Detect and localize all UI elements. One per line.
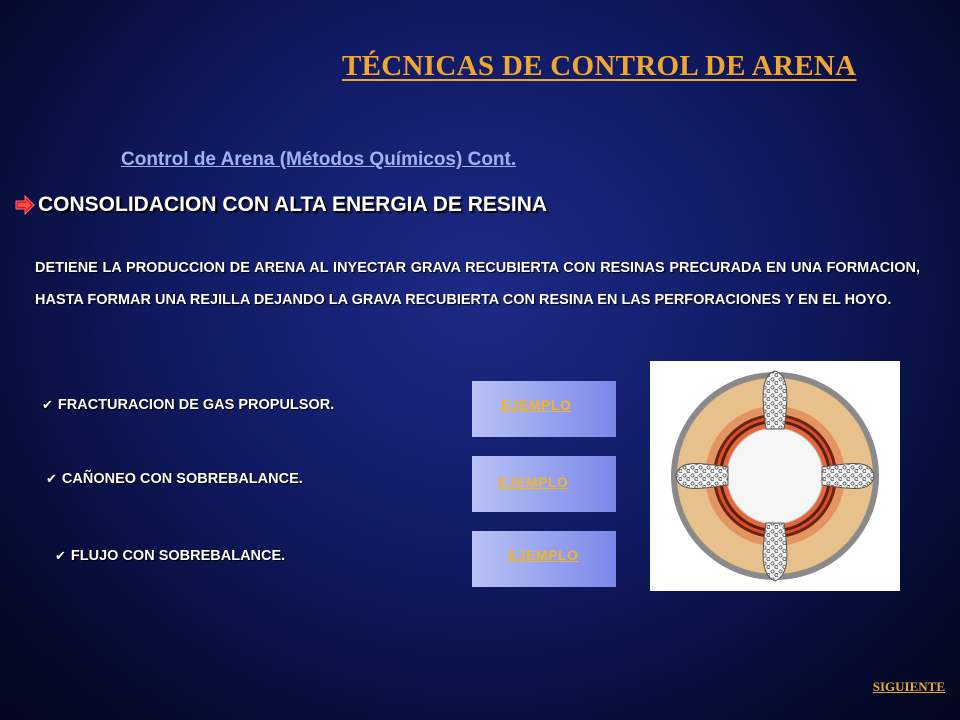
next-link[interactable]: SIGUIENTE (872, 679, 945, 694)
list-item-label: FLUJO CON SOBREBALANCE. (70, 548, 286, 564)
list-item-fracturacion (42, 397, 334, 413)
check-icon: ✔ (42, 397, 53, 412)
section-subtitle: Control de Arena (Métodos Químicos) Cont. (121, 149, 517, 170)
list-item-label: FRACTURACION DE GAS PROPULSOR. (57, 397, 335, 413)
description-paragraph: DETIENE LA PRODUCCION DE ARENA AL INYECTAR GRAVA RECUBIERTA CON RESINAS PRECURADA EN UNA FORMACION, HASTA FORMAR UNA REJILLA DEJANDO LA GRAVA RECUBIERTA CON RESINA EN LAS PERFORACIONES Y EN EL HOYO. (35, 260, 920, 308)
ejemplo-button-1[interactable] (472, 381, 616, 437)
page-title: TÉCNICAS DE CONTROL DE ARENA (342, 50, 857, 82)
wellbore-cross-section-image (650, 361, 900, 591)
heading-text: CONSOLIDACION CON ALTA ENERGIA DE RESINA (38, 193, 548, 216)
ejemplo-link[interactable]: EJEMPLO (508, 547, 579, 563)
list-item-canoneo (46, 471, 303, 487)
red-arrow-icon (14, 194, 36, 216)
list-item-flujo (55, 548, 285, 564)
list-item-label: CAÑONEO CON SOBREBALANCE. (61, 471, 303, 487)
ejemplo-button-3[interactable] (472, 531, 616, 587)
ejemplo-link[interactable]: EJEMPLO (501, 397, 572, 413)
ejemplo-link[interactable]: EJEMPLO (498, 474, 569, 490)
wellbore-diagram (650, 361, 900, 591)
section-heading (14, 193, 547, 217)
check-icon: ✔ (55, 548, 66, 563)
check-icon: ✔ (46, 471, 57, 486)
ejemplo-button-2[interactable] (472, 456, 616, 512)
